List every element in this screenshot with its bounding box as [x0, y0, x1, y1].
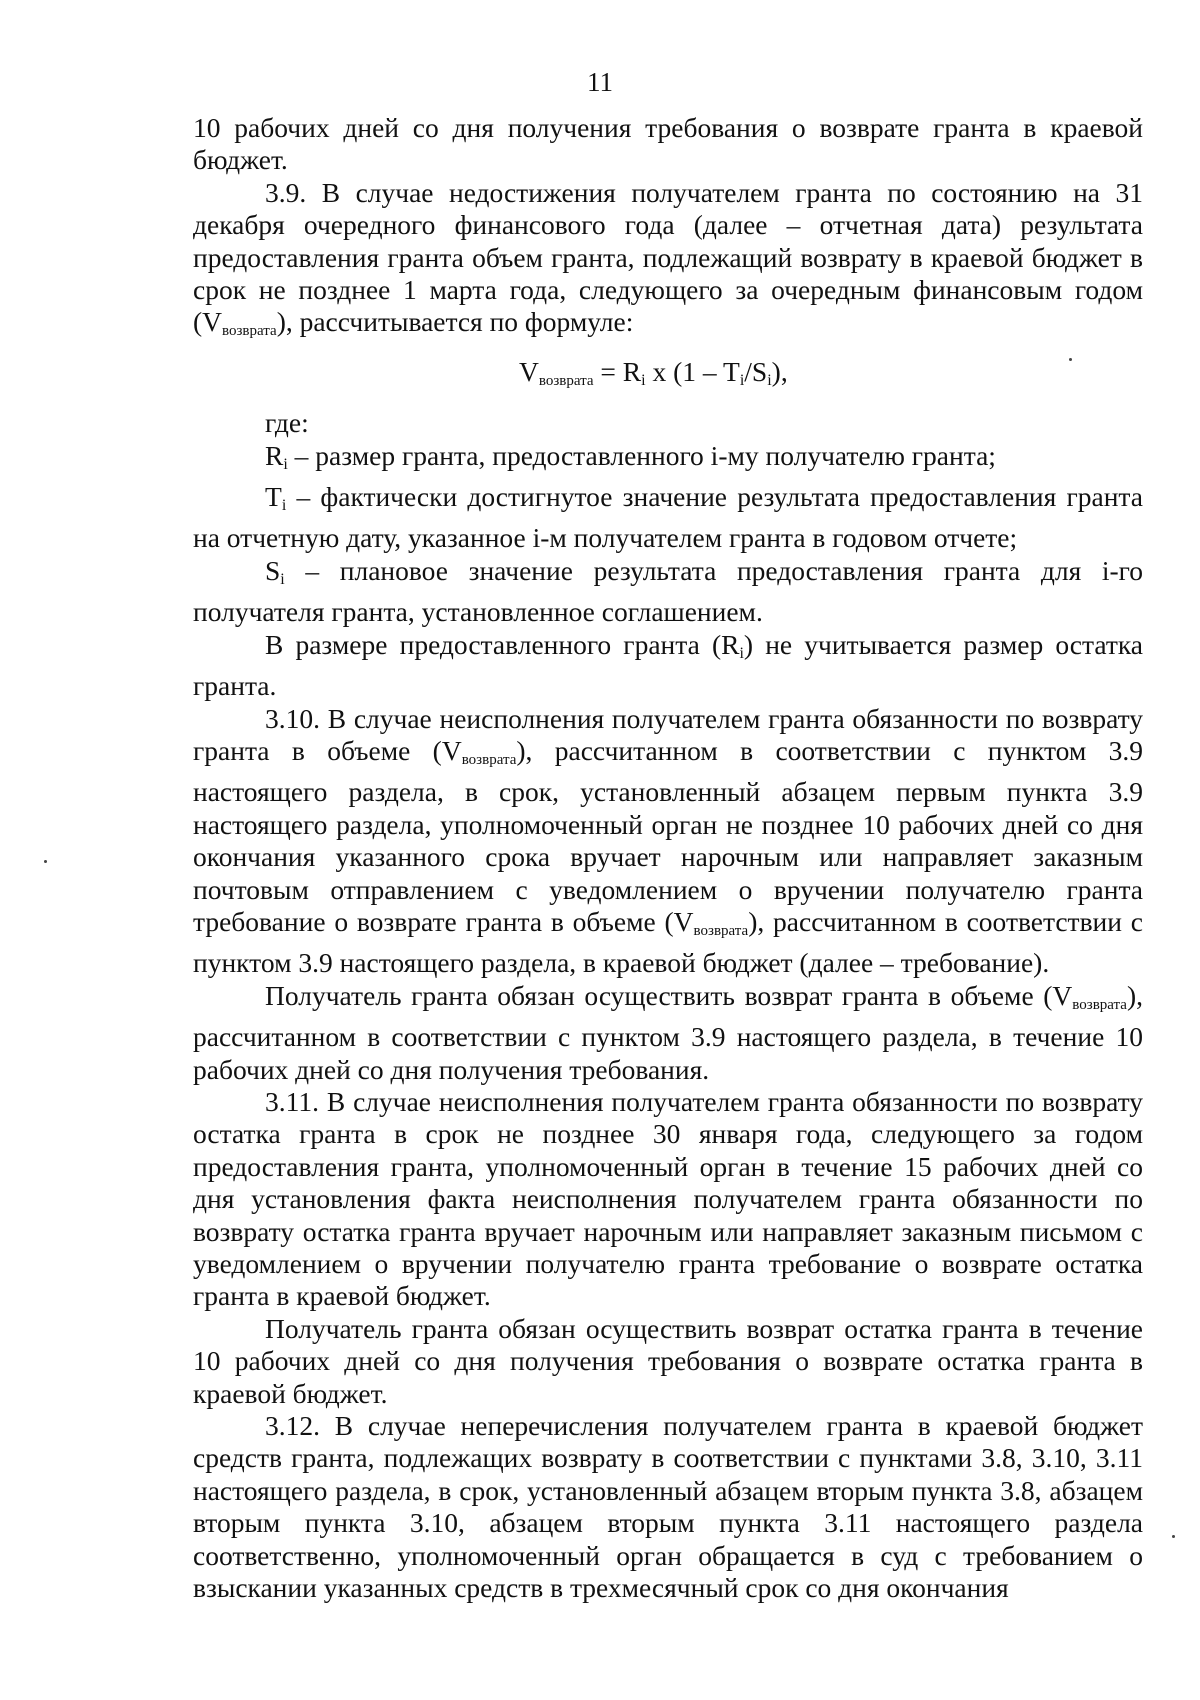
formula-s-subscript: i [767, 371, 772, 389]
formula-r: = R [593, 355, 642, 387]
scan-speck [1069, 358, 1072, 361]
paragraph-3-12: 3.12. В случае неперечисления получателем гранта в краевой бюджет средств гранта, подлежащих возврату в соответствии с пунктами 3.8, 3.10, 3.11 настоящего раздела, в срок, установленный абзацем вторым пункта 3.8, абзацем вторым пункта 3.10, абзацем вторым пункта 3.11 настоящего раздела соответственно, уполномоченный орган обращается в суд с требованием о взыскании указанных средств в трехмесячный срок со дня окончания [193, 1410, 1143, 1604]
paragraph-3-10-part1: 3.10. В случае неисполнения получателем гранта обязанности по возврату гранта в объеме (V [193, 702, 1143, 766]
formula [193, 356, 1143, 397]
note-grant-remainder [193, 629, 1143, 703]
formula-end: ), [771, 355, 788, 387]
note-tail: ) не учитывается размер остатка гранта. [193, 628, 1143, 702]
page-number: 11 [587, 67, 613, 97]
note-text: В размере предоставленного гранта (R [265, 628, 740, 660]
paragraph-3-10-subscript-2: возврата [693, 922, 749, 939]
definition-t-letter: T [265, 481, 282, 513]
paragraph-3-9 [193, 177, 1143, 348]
paragraph-3-10-obligation [193, 980, 1143, 1086]
definition-r-text: – размер гранта, предоставленного i-му получателю гранта; [287, 439, 996, 471]
formula-r-subscript: i [641, 371, 646, 389]
definition-t-text: – фактически достигнутое значение результата предоставления гранта на отчетную дату, указанное i-м получателем гранта в годовом отчете; [193, 481, 1143, 554]
where-label: где: [265, 407, 309, 439]
paragraph-3-9-text: 3.9. В случае недостижения получателем гранта по состоянию на 31 декабря очередного финансового года (далее – отчетная дата) результата предоставления гранта объем гранта, подлежащий возврату в краевой бюджет в срок не позднее 1 марта года, следующего за очередным финансовым годом (V [193, 176, 1143, 338]
document-body [193, 112, 1143, 1604]
note-r-subscript: i [739, 644, 744, 662]
definition-s [193, 555, 1143, 629]
paragraph-3-11-obligation: Получатель гранта обязан осуществить возврат остатка гранта в течение 10 рабочих дней со дня получения требования о возврате остатка гранта в краевой бюджет. [193, 1312, 1143, 1409]
formula-s: /S [744, 355, 768, 387]
definition-r [193, 440, 1143, 481]
paragraph-continuation: 10 рабочих дней со дня получения требования о возврате гранта в краевой бюджет. [193, 112, 1143, 176]
paragraph-3-11: 3.11. В случае неисполнения получателем гранта обязанности по возврату остатка гранта в срок не позднее 30 января года, следующего за годом предоставления гранта, уполномоченный орган в течение 15 рабочих дней со дня установления факта неисполнения получателем гранта обязанности по возврату остатка гранта вручает нарочным или направляет заказным письмом с уведомлением о вручении получателю гранта требование о возврате остатка гранта в краевой бюджет. [193, 1085, 1143, 1312]
paragraph-3-10-part2: ), рассчитанном в соответствии с пунктом 3.9 настоящего раздела, в срок, установленный абзацем первым пункта 3.9 настоящего раздела, уполномоченный орган не позднее 10 рабочих дней со дня окончания указанного срока вручает нарочным или направляет заказным почтовым отправлением с уведомлением о вручении получателю гранта требование о возврате гранта в объеме (V [193, 734, 1143, 937]
formula-v: V [519, 355, 539, 387]
obligation-part2: ), рассчитанном в соответствии с пунктом 3.9 настоящего раздела, в течение 10 рабочих дней со дня получения требования. [193, 979, 1143, 1085]
obligation-part1: Получатель гранта обязан осуществить возврат гранта в объеме (V [265, 979, 1073, 1011]
paragraph-3-10-subscript-1: возврата [461, 751, 517, 768]
formula-t-subscript: i [739, 371, 745, 389]
definition-t-subscript: i [281, 497, 287, 515]
definition-s-letter: S [265, 554, 281, 586]
definition-r-letter: R [265, 439, 284, 471]
formula-v-subscript: возврата [538, 372, 594, 389]
definition-r-subscript: i [283, 455, 288, 473]
obligation-subscript: возврата [1072, 996, 1127, 1013]
v-subscript: возврата [222, 323, 277, 340]
definition-s-text: – плановое значение результата предоставления гранта для i-го получателя гранта, установленное соглашением. [193, 554, 1143, 628]
scan-speck [44, 860, 47, 863]
paragraph-3-10 [193, 703, 1143, 980]
paragraph-3-9-tail: ), рассчитывается по формуле: [276, 306, 634, 338]
definition-t [193, 481, 1143, 555]
paragraph-3-10-part3: ), рассчитанном в соответствии с пунктом 3.9 настоящего раздела, в краевой бюджет (далее – требование). [193, 905, 1143, 979]
definition-s-subscript: i [280, 570, 285, 588]
scan-speck [1172, 1535, 1175, 1538]
formula-t: x (1 – T [645, 355, 740, 387]
